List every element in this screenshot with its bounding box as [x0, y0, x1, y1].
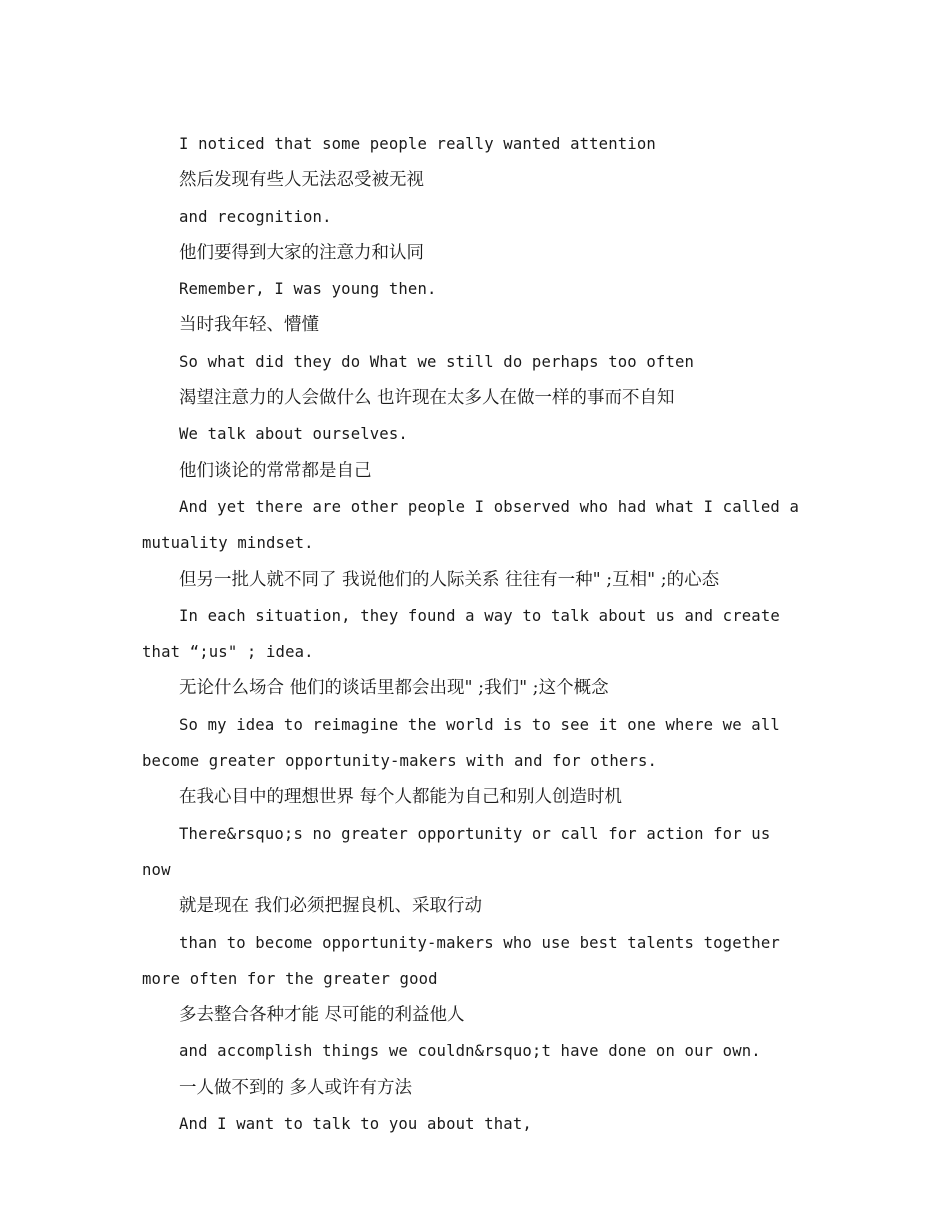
paragraph-zh: 他们谈论的常常都是自己 — [179, 460, 372, 481]
paragraph-en: In each situation, they found a way to talk about us and create that “;us" ; idea. — [142, 606, 780, 662]
paragraph-zh: 他们要得到大家的注意力和认同 — [179, 242, 424, 263]
paragraph-zh: 当时我年轻、懵懂 — [179, 315, 319, 336]
document-body — [142, 126, 802, 1142]
paragraph-en: So my idea to reimagine the world is to see it one where we all become greater opportunity-makers with and for others. — [142, 715, 780, 771]
paragraph-en: So what did they do What we still do perhaps too often — [179, 352, 695, 371]
paragraph-zh: 多去整合各种才能 尽可能的利益他人 — [179, 1005, 465, 1026]
paragraph-en: I noticed that some people really wanted attention — [179, 135, 656, 153]
paragraph-en: than to become opportunity-makers who use best talents together more often for the greater good — [142, 933, 780, 988]
paragraph-zh: 就是现在 我们必须把握良机、采取行动 — [179, 896, 483, 917]
paragraph-zh: 无论什么场合 他们的谈话里都会出现" ;我们" ;这个概念 — [179, 678, 609, 699]
paragraph-zh: 渴望注意力的人会做什么 也许现在太多人在做一样的事而不自知 — [179, 388, 675, 409]
paragraph-en: And yet there are other people I observed who had what I called a mutuality mindset. — [142, 497, 799, 553]
paragraph-en: We talk about ourselves. — [179, 425, 408, 444]
paragraph-en: and accomplish things we couldn&rsquo;t have done on our own. — [179, 1042, 761, 1061]
paragraph-zh: 然后发现有些人无法忍受被无视 — [179, 170, 424, 191]
paragraph-en: Remember, I was young then. — [179, 280, 437, 299]
paragraph-en: There&rsquo;s no greater opportunity or call for action for us now — [142, 824, 771, 879]
paragraph-en: And I want to talk to you about that, — [179, 1115, 532, 1134]
paragraph-en: and recognition. — [179, 207, 332, 226]
paragraph-zh: 一人做不到的 多人或许有方法 — [179, 1077, 413, 1098]
paragraph-zh: 在我心目中的理想世界 每个人都能为自己和别人创造时机 — [179, 787, 623, 808]
paragraph-zh: 但另一批人就不同了 我说他们的人际关系 往往有一种" ;互相" ;的心态 — [179, 569, 720, 590]
